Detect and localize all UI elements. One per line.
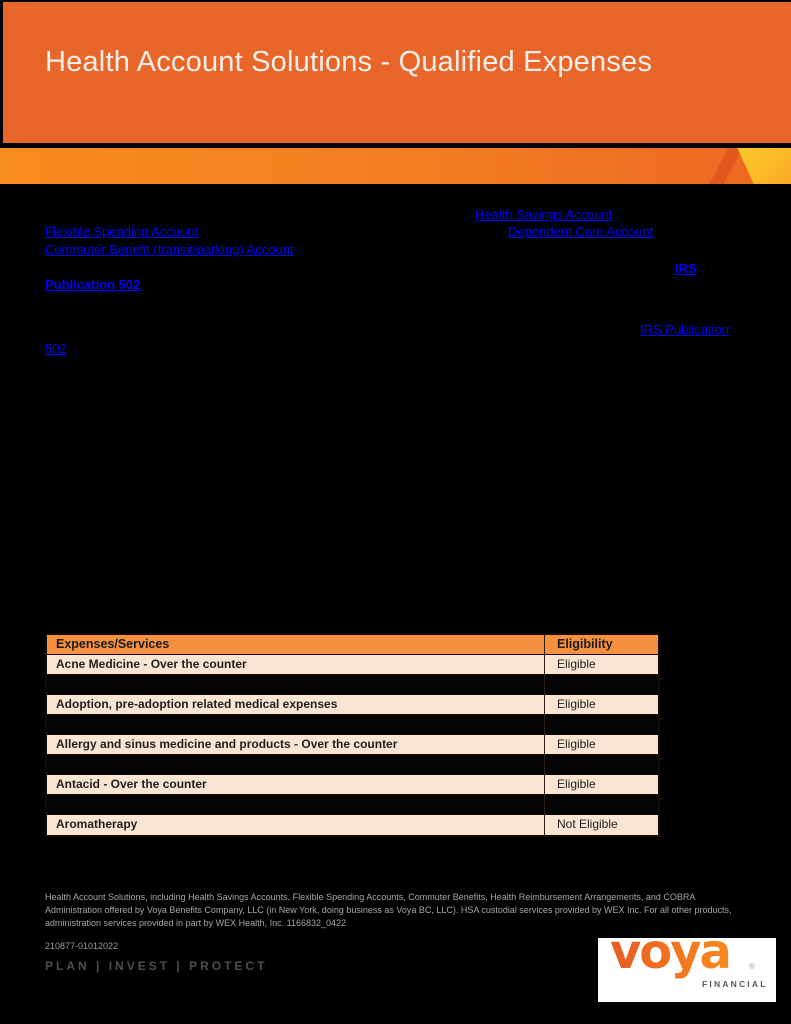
table-description-row	[47, 675, 658, 695]
expense-name: Antacid - Over the counter	[56, 777, 207, 791]
table-header-eligibility: Eligibility	[544, 635, 658, 654]
expenses-table	[45, 633, 660, 837]
disclaimer-line: Administration offered by Voya Benefits Company, LLC (in New York, doing business as Voya BC, LLC). HSA custodial services provided by WEX Inc. For all other products,	[45, 905, 732, 915]
voya-financial-label: FINANCIAL	[702, 979, 768, 989]
table-header-expenses: Expenses/Services	[56, 637, 170, 651]
table-description-row	[47, 755, 658, 775]
link-publication-502-wrapped[interactable]: 502	[45, 341, 67, 356]
table-description-row	[47, 715, 658, 735]
eligibility-value: Eligible	[544, 695, 658, 714]
link-commuter-benefit-account[interactable]: Commuter Benefit (transit/parking) Account	[45, 242, 294, 257]
disclaimer-line: Health Account Solutions, including Health Savings Accounts, Flexible Spending Accounts, Commuter Benefits, Health Reimbursement Arrangements, and COBRA	[45, 892, 696, 902]
table-row	[47, 695, 658, 715]
table-description-row	[47, 795, 658, 815]
eligibility-value: Eligible	[544, 735, 658, 754]
table-row	[47, 815, 658, 835]
expense-name: Acne Medicine - Over the counter	[56, 657, 247, 671]
plan-invest-protect-tagline: PLAN | INVEST | PROTECT	[45, 959, 268, 973]
link-publication-502[interactable]: Publication 502	[45, 277, 141, 292]
table-row	[47, 655, 658, 675]
header-banner	[3, 2, 791, 143]
brand-ribbon	[0, 148, 791, 184]
table-row	[47, 775, 658, 795]
document-number: 210877-01012022	[45, 941, 119, 951]
expense-name: Aromatherapy	[56, 817, 138, 831]
table-row	[47, 735, 658, 755]
link-flexible-spending-account[interactable]: Flexible Spending Account	[45, 224, 199, 239]
eligibility-value: Eligible	[544, 775, 658, 794]
expense-name: Allergy and sinus medicine and products - Over the counter	[56, 737, 398, 751]
eligibility-value: Not Eligible	[544, 815, 658, 835]
voya-wordmark: voya	[610, 924, 730, 980]
table-header-row	[47, 635, 658, 655]
eligibility-value: Eligible	[544, 655, 658, 674]
page-title: Health Account Solutions - Qualified Expenses	[45, 46, 653, 78]
link-irs-publication[interactable]: IRS Publication	[640, 322, 729, 337]
link-irs[interactable]: IRS	[675, 261, 697, 276]
link-health-savings-account[interactable]: Health Savings Account	[475, 207, 613, 222]
registered-trademark-icon: ®	[749, 962, 755, 971]
voya-logo	[598, 924, 776, 1002]
link-dependent-care-account[interactable]: Dependent Care Account	[508, 224, 654, 239]
disclaimer-line: administration services provided in part by WEX Health, Inc. 1166832_0422	[45, 918, 346, 928]
expense-name: Adoption, pre-adoption related medical expenses	[56, 697, 338, 711]
